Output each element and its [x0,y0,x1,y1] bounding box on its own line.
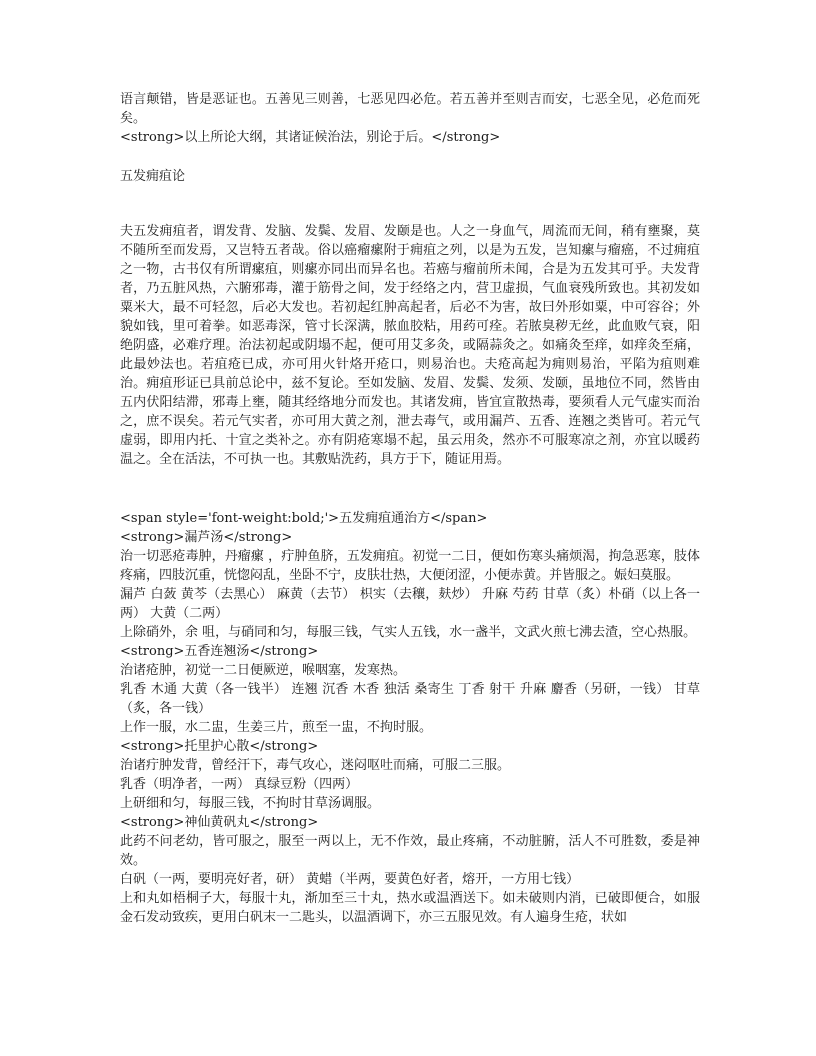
formula-section-heading: <span style='font-weight:bold;'>五发痈疽通治方</span> [120,511,488,526]
text-paragraph: <strong>以上所论大纲，其诸证候治法，别论于后。</strong> [120,130,501,145]
formula-name: <strong>神仙黄矾丸</strong> [120,815,319,830]
formula-ingredients: 漏芦 白蔹 黄芩（去黑心） 麻黄（去节） 枳实（去穰，麸炒） 升麻 芍药 甘草（炙）朴硝（以上各一两） 大黄（二两） [120,587,700,621]
formula-preparation: 上除硝外，余 咀，与硝同和匀，每服三钱，气实人五钱，水一盏半，文武火煎七沸去渣，空心热服。 [120,625,697,640]
formula-indication: 治诸疔肿发背，曾经汗下，毒气攻心，迷闷呕吐而痛，可服二三服。 [120,758,511,773]
formula-indication: 治诸疮肿，初觉一二日便厥逆，喉咽塞，发寒热。 [120,663,407,678]
formula-name: <strong>五香连翘汤</strong> [120,644,319,659]
text-paragraph: 语言颠错，皆是恶证也。五善见三则善，七恶见四必危。若五善并至则吉而安，七恶全见，必危而死矣。 [120,92,700,126]
document-page [120,90,700,927]
formula-name: <strong>漏芦汤</strong> [120,530,293,545]
section-heading: 五发痈疽论 [120,169,186,184]
formula-ingredients: 白矾（一两，要明亮好者，研） 黄蜡（半两，要黄色好者，熔开，一方用七钱） [120,872,580,887]
essay-paragraph: 夫五发痈疽者，谓发背、发脑、发鬓、发眉、发颐是也。人之一身血气，周流而无间，稍有壅聚，莫不随所至而发焉，又岂特五者哉。俗以癌瘤瘰附于痈疽之列，以是为五发，岂知瘰与瘤癌，不过痈疽之一物，古书仅有所谓瘰疽，则瘰亦同出而异名也。若癌与瘤前所未闻，合是为五发其可乎。夫发背者，乃五脏风热，六腑邪毒，灌于筋骨之间，发于经络之内，营卫虚损，气血衰残所致也。其初发如粟米大，最不可轻忽，后必大发也。若初起红肿高起者，后必不为害，故曰外形如粟，中可容谷；外貌如钱，里可着拳。如恶毒深，管寸长深满，脓血胶粘，用药可痊。若脓臭秽无丝，此血败气衰，阳绝阴盛，必难疗理。治法初起或阴塌不起，便可用艾多灸，或隔蒜灸之。如痛灸至痒，如痒灸至痛，此最妙法也。若疽疮已成，亦可用火针烙开疮口，则易治也。夫疮高起为痈则易治，平陷为疽则难治。痈疽形证已具前总论中，兹不复论。至如发脑、发眉、发鬓、发须、发颐，虽地位不同，然皆由五内伏阳结滞，邪毒上壅，随其经络地分而发也。其诸发痈，皆宜宣散热毒，要须看人元气虚实而治之，庶不误矣。若元气实者，亦可用大黄之剂，泄去毒气，或用漏芦、五香、连翘之类皆可。若元气虚弱，即用内托、十宣之类补之。亦有阴疮寒塌不起，虽云用灸，然亦不可服寒凉之剂，亦宜以暖药温之。全在活法，不可执一也。其敷贴洗药，具方于下，随证用焉。 [120,224,700,467]
formula-preparation: 上作一服，水二盅，生姜三片，煎至一盅，不拘时服。 [120,720,433,735]
formula-preparation: 上研细和匀，每服三钱，不拘时甘草汤调服。 [120,796,381,811]
formula-ingredients: 乳香（明净者，一两） 真绿豆粉（四两） [120,777,359,792]
formula-name: <strong>托里护心散</strong> [120,739,319,754]
formula-preparation: 上和丸如梧桐子大，每服十丸，渐加至三十丸，热水或温酒送下。如未破则内消，已破即便合，如服金石发动致疾，更用白矾末一二匙头，以温酒调下，亦三五服见效。有人遍身生疮，状如 [120,891,700,925]
formula-indication: 此药不问老幼，皆可服之，服至一两以上，无不作效，最止疼痛，不动脏腑，活人不可胜数，委是神效。 [120,834,700,868]
formula-indication: 治一切恶疮毒肿，丹瘤瘰 ，疔肿鱼脐，五发痈疽。初觉一二日，便如伤寒头痛烦渴，拘急恶寒，肢体疼痛，四肢沉重，恍惚闷乱，坐卧不宁，皮肤壮热，大便闭涩，小便赤黄。并皆服之。娠妇莫服。 [120,549,700,583]
formula-ingredients: 乳香 木通 大黄（各一钱半） 连翘 沉香 木香 独活 桑寄生 丁香 射干 升麻 麝香（另研，一钱） 甘草（炙，各一钱） [120,682,700,716]
